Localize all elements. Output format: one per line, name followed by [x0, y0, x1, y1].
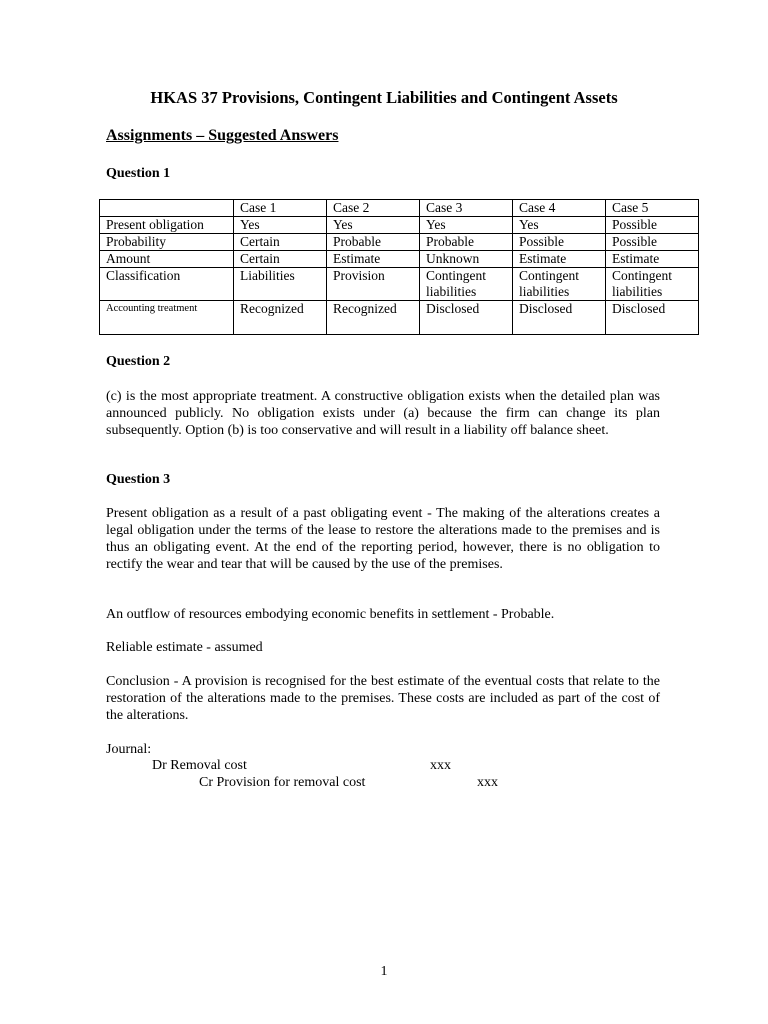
table-header-cell: Case 1 [234, 200, 327, 217]
section-subtitle: Assignments – Suggested Answers [106, 127, 339, 144]
question-3-paragraph-conclusion: Conclusion - A provision is recognised for the best estimate of the eventual costs that relate to the restoration of the alterations made to the premises. These costs are included as part of the cost of the alterations. [106, 674, 660, 723]
journal-debit-account: Dr Removal cost [152, 758, 247, 773]
table-cell: Possible [513, 234, 606, 251]
table-header-row [100, 200, 699, 217]
table-cell: Estimate [513, 251, 606, 268]
classification-table [99, 199, 699, 335]
table-cell: Recognized [234, 301, 327, 335]
table-cell: Yes [420, 217, 513, 234]
table-header-cell: Case 5 [606, 200, 699, 217]
table-header-cell: Case 4 [513, 200, 606, 217]
table-row [100, 217, 699, 234]
question-2-answer: (c) is the most appropriate treatment. A constructive obligation exists when the detailed plan was announced publicly. No obligation exists under (a) because the firm can change its plan subsequently. Option (b) is too conservative and will result in a liability off balance sheet. [106, 389, 660, 438]
table-row [100, 268, 699, 301]
journal-credit-amount: xxx [477, 775, 498, 790]
table-row [100, 301, 699, 335]
question-2-heading: Question 2 [106, 354, 171, 369]
table-cell: Unknown [420, 251, 513, 268]
row-label: Amount [100, 251, 234, 268]
table-cell: Yes [234, 217, 327, 234]
table-cell: Disclosed [420, 301, 513, 335]
table-cell: Liabilities [234, 268, 327, 301]
table-cell: Contingent liabilities [606, 268, 699, 301]
table-cell: Possible [606, 217, 699, 234]
table-cell: Disclosed [513, 301, 606, 335]
table-cell: Estimate [327, 251, 420, 268]
table-cell: Disclosed [606, 301, 699, 335]
table-cell: Probable [327, 234, 420, 251]
question-1-heading: Question 1 [106, 166, 171, 181]
document-title: HKAS 37 Provisions, Contingent Liabilities and Contingent Assets [150, 88, 618, 107]
table-cell: Yes [513, 217, 606, 234]
table-header-cell: Case 3 [420, 200, 513, 217]
row-label: Probability [100, 234, 234, 251]
table-row [100, 234, 699, 251]
question-3-paragraph-obligation: Present obligation as a result of a past obligating event - The making of the alterations creates a legal obligation under the terms of the lease to restore the alterations made to the premises and is thus an obligating event. At the end of the reporting period, however, there is no obligation to rectify the wear and tear that will be caused by the use of the premises. [106, 506, 660, 572]
journal-credit-account: Cr Provision for removal cost [199, 775, 366, 790]
table-cell: Probable [420, 234, 513, 251]
table-cell: Contingent liabilities [513, 268, 606, 301]
row-label: Accounting treatment [100, 301, 234, 335]
table-cell: Yes [327, 217, 420, 234]
journal-label: Journal: [106, 742, 152, 757]
table-header-cell: Case 2 [327, 200, 420, 217]
table-cell: Contingent liabilities [420, 268, 513, 301]
table-cell: Certain [234, 234, 327, 251]
table-cell: Estimate [606, 251, 699, 268]
table-header-cell [100, 200, 234, 217]
question-3-heading: Question 3 [106, 472, 171, 487]
page-number: 1 [380, 964, 388, 979]
row-label: Present obligation [100, 217, 234, 234]
table-cell: Provision [327, 268, 420, 301]
journal-debit-amount: xxx [430, 758, 451, 773]
row-label: Classification [100, 268, 234, 301]
table-cell: Possible [606, 234, 699, 251]
question-3-paragraph-outflow: An outflow of resources embodying economic benefits in settlement - Probable. [106, 607, 555, 622]
table-row [100, 251, 699, 268]
table-cell: Recognized [327, 301, 420, 335]
question-3-paragraph-estimate: Reliable estimate - assumed [106, 640, 263, 655]
table-cell: Certain [234, 251, 327, 268]
